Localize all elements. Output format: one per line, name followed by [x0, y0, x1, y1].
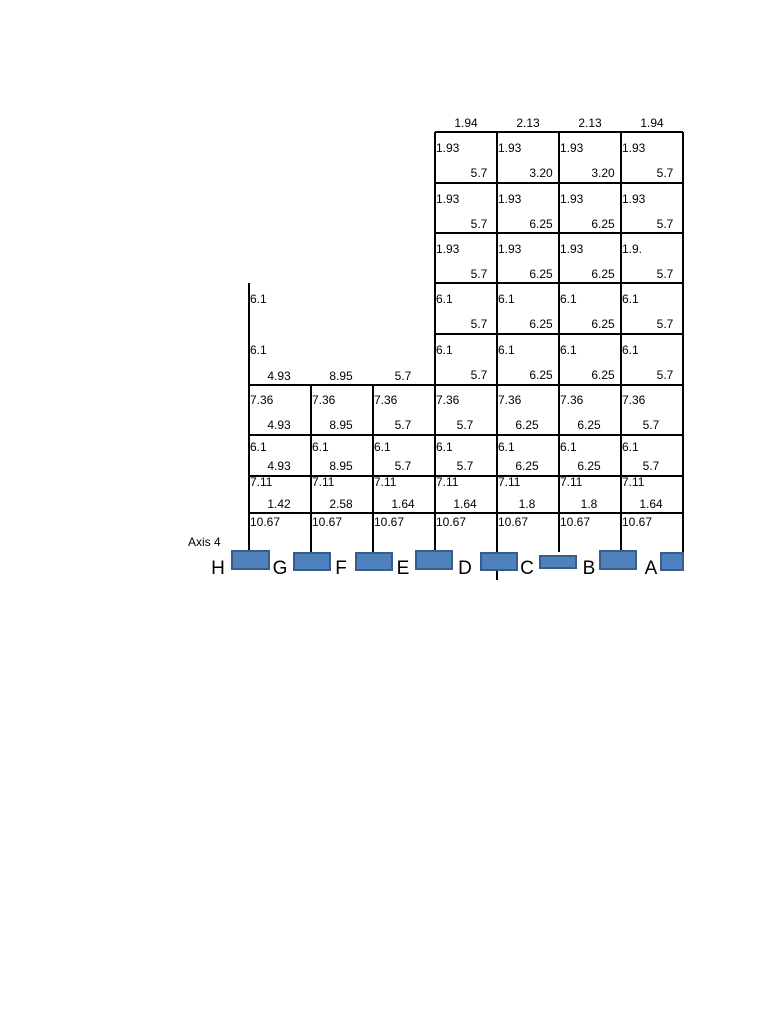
tower-label: 6.1 — [250, 343, 267, 357]
member-label: 7.11 — [436, 475, 459, 489]
member-label: 6.1 — [498, 440, 515, 454]
member-label: 7.36 — [312, 393, 336, 407]
member-value: 5.7 — [642, 459, 660, 473]
member-value: 5.7 — [656, 317, 674, 331]
member-label: 6.1 — [560, 292, 577, 306]
member-label: 1.93 — [436, 141, 460, 155]
member-value: 6.25 — [515, 459, 539, 473]
member-label: 6.1 — [622, 343, 639, 357]
member-value: 1.8 — [580, 497, 598, 511]
member-value: 6.25 — [591, 317, 615, 331]
member-value: 5.7 — [656, 368, 674, 382]
member-value: 6.25 — [591, 217, 615, 231]
member-label: 1.93 — [498, 192, 522, 206]
member-label: 1.9. — [622, 242, 643, 256]
member-value: 5.7 — [656, 267, 674, 281]
support-block — [356, 553, 392, 570]
support-block — [232, 551, 269, 569]
axis-label: Axis 4 — [188, 535, 221, 549]
support-block — [540, 556, 576, 568]
top-value: 1.94 — [640, 116, 664, 130]
member-label: 6.1 — [436, 343, 453, 357]
story-height: 10.67 — [250, 515, 281, 529]
member-value: 5.7 — [470, 267, 488, 281]
frame-lines — [249, 132, 683, 580]
member-label: 7.11 — [560, 475, 583, 489]
member-label: 6.1 — [436, 292, 453, 306]
member-value: 2.58 — [329, 497, 353, 511]
member-value: 5.7 — [394, 418, 412, 432]
member-value: 3.20 — [591, 166, 615, 180]
top-value: 5.7 — [394, 369, 412, 383]
member-value: 6.25 — [515, 418, 539, 432]
member-value: 1.64 — [391, 497, 415, 511]
member-value: 5.7 — [656, 166, 674, 180]
member-value: 6.25 — [577, 459, 601, 473]
member-value: 1.8 — [518, 497, 536, 511]
member-label: 6.1 — [560, 440, 577, 454]
member-label: 6.1 — [374, 440, 391, 454]
tower-label: 6.1 — [250, 292, 267, 306]
member-value: 4.93 — [267, 418, 291, 432]
member-label: 6.1 — [560, 343, 577, 357]
member-label: 6.1 — [622, 292, 639, 306]
member-value: 8.95 — [329, 418, 353, 432]
bay-label: C — [520, 558, 534, 579]
member-label: 7.36 — [374, 393, 398, 407]
member-value: 6.25 — [577, 418, 601, 432]
member-label: 6.1 — [498, 343, 515, 357]
member-label: 6.1 — [312, 440, 329, 454]
member-value: 8.95 — [329, 459, 353, 473]
member-label: 1.93 — [560, 141, 584, 155]
member-label: 6.1 — [250, 440, 267, 454]
top-value: 2.13 — [516, 116, 540, 130]
member-value: 5.7 — [470, 166, 488, 180]
member-label: 7.11 — [374, 475, 397, 489]
top-value: 8.95 — [329, 369, 353, 383]
member-label: 7.36 — [560, 393, 584, 407]
support-block — [294, 553, 330, 570]
member-label: 7.11 — [250, 475, 273, 489]
member-label: 1.93 — [498, 141, 522, 155]
member-label: 1.93 — [560, 242, 584, 256]
member-label: 1.93 — [436, 242, 460, 256]
member-label: 7.36 — [436, 393, 460, 407]
member-value: 1.64 — [639, 497, 663, 511]
bay-label: H — [211, 558, 225, 579]
support-block — [416, 551, 452, 569]
top-value: 4.93 — [267, 369, 291, 383]
support-block — [661, 553, 683, 570]
story-height: 10.67 — [436, 515, 467, 529]
member-value: 5.7 — [456, 418, 474, 432]
member-value: 5.7 — [642, 418, 660, 432]
member-value: 5.7 — [656, 217, 674, 231]
support-block — [600, 551, 636, 569]
bay-label: F — [335, 558, 347, 579]
member-label: 1.93 — [622, 192, 646, 206]
bay-label: G — [272, 558, 288, 579]
story-height: 10.67 — [374, 515, 405, 529]
bay-label: A — [644, 558, 658, 579]
member-label: 7.11 — [498, 475, 521, 489]
member-label: 1.93 — [622, 141, 646, 155]
member-value: 6.25 — [529, 317, 553, 331]
member-value: 5.7 — [470, 368, 488, 382]
member-value: 6.25 — [529, 368, 553, 382]
member-label: 7.36 — [498, 393, 522, 407]
member-value: 6.25 — [529, 217, 553, 231]
story-height: 10.67 — [498, 515, 529, 529]
member-value: 5.7 — [470, 317, 488, 331]
story-height: 10.67 — [622, 515, 653, 529]
bay-label: B — [582, 558, 596, 579]
bay-label: E — [396, 558, 410, 579]
member-label: 6.1 — [498, 292, 515, 306]
member-value: 5.7 — [456, 459, 474, 473]
member-value: 3.20 — [529, 166, 553, 180]
support-block — [481, 553, 517, 570]
member-value: 5.7 — [394, 459, 412, 473]
member-label: 7.11 — [312, 475, 335, 489]
member-value: 6.25 — [591, 267, 615, 281]
member-value: 1.64 — [453, 497, 477, 511]
story-height: 10.67 — [560, 515, 591, 529]
member-label: 7.36 — [622, 393, 646, 407]
member-value: 4.93 — [267, 459, 291, 473]
member-value: 1.42 — [267, 497, 291, 511]
story-height: 10.67 — [312, 515, 343, 529]
frame-values — [211, 116, 674, 579]
member-label: 6.1 — [622, 440, 639, 454]
member-label: 7.36 — [250, 393, 274, 407]
member-label: 1.93 — [498, 242, 522, 256]
member-value: 6.25 — [529, 267, 553, 281]
member-label: 1.93 — [436, 192, 460, 206]
member-value: 6.25 — [591, 368, 615, 382]
member-label: 6.1 — [436, 440, 453, 454]
top-value: 1.94 — [454, 116, 478, 130]
member-label: 1.93 — [560, 192, 584, 206]
member-value: 5.7 — [470, 217, 488, 231]
bay-label: D — [458, 558, 472, 579]
member-label: 7.11 — [622, 475, 645, 489]
top-value: 2.13 — [578, 116, 602, 130]
